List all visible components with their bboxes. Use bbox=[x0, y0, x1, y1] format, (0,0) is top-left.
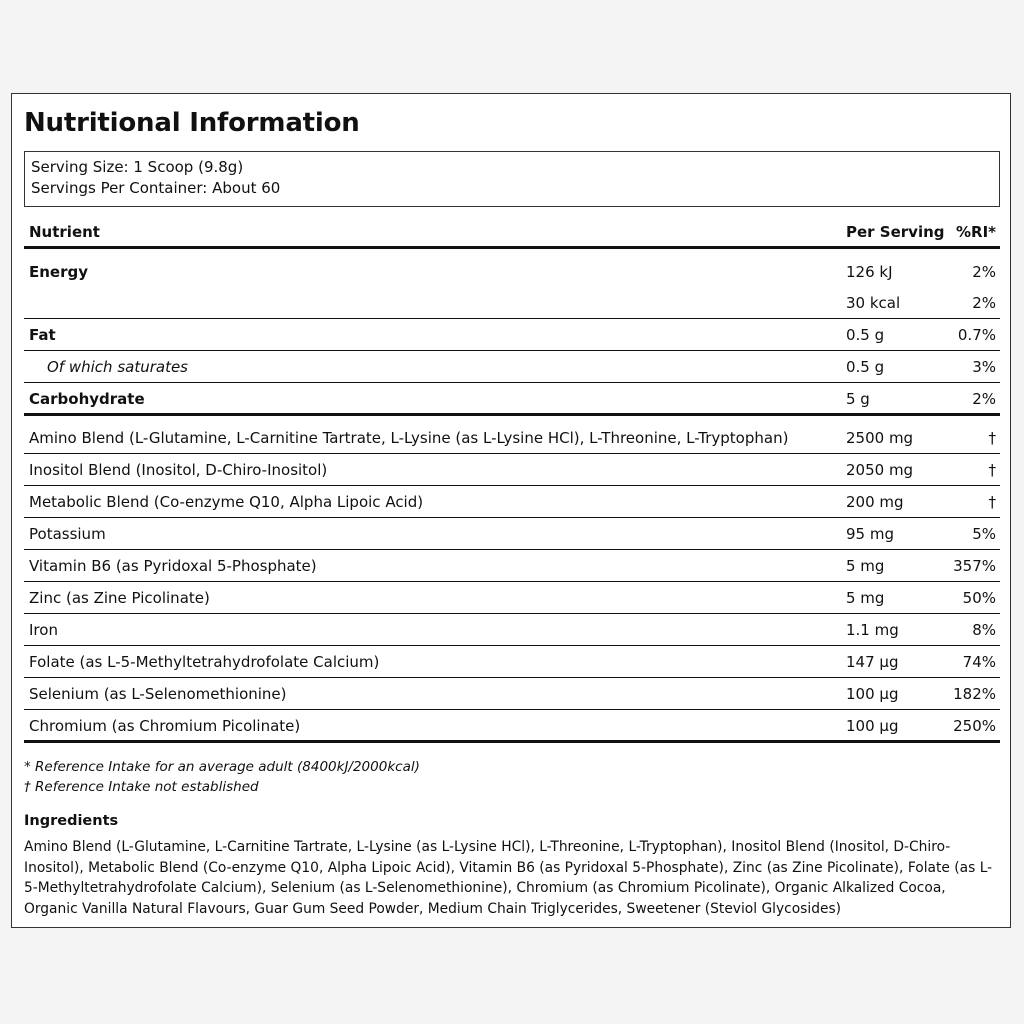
row-divider bbox=[24, 709, 1000, 710]
nutrient-ri: † bbox=[988, 429, 996, 447]
nutrient-amount: 200 mg bbox=[846, 493, 904, 511]
nutrient-name: Potassium bbox=[29, 525, 106, 543]
nutrient-name: Carbohydrate bbox=[29, 390, 145, 408]
nutrient-amount: 2500 mg bbox=[846, 429, 914, 447]
nutrient-name: Chromium (as Chromium Picolinate) bbox=[29, 717, 301, 735]
nutrient-name: Energy bbox=[29, 263, 89, 281]
header-per-serving: Per Serving bbox=[846, 223, 945, 241]
nutrient-amount: 126 kJ bbox=[846, 263, 893, 281]
nutrient-amount: 147 µg bbox=[846, 653, 899, 671]
footnotes bbox=[24, 757, 420, 797]
nutrition-panel bbox=[11, 93, 1011, 928]
nutrient-ri: 50% bbox=[962, 589, 996, 607]
nutrient-amount: 0.5 g bbox=[846, 358, 885, 376]
nutrient-amount: 5 mg bbox=[846, 557, 885, 575]
nutrient-name: Selenium (as L-Selenomethionine) bbox=[29, 685, 287, 703]
page-title: Nutritional Information bbox=[24, 108, 360, 138]
row-divider bbox=[24, 350, 1000, 351]
nutrient-name: Vitamin B6 (as Pyridoxal 5-Phosphate) bbox=[29, 557, 317, 575]
header-nutrient: Nutrient bbox=[29, 223, 100, 241]
servings-per-container: Servings Per Container: About 60 bbox=[31, 179, 281, 197]
nutrient-ri: 3% bbox=[972, 358, 996, 376]
table-bottom-rule bbox=[24, 740, 1000, 743]
nutrient-amount: 2050 mg bbox=[846, 461, 914, 479]
nutrient-amount: 100 µg bbox=[846, 685, 899, 703]
nutrient-ri: 0.7% bbox=[957, 326, 996, 344]
row-divider bbox=[24, 581, 1000, 582]
header-rule bbox=[24, 246, 1000, 249]
nutrient-amount: 95 mg bbox=[846, 525, 894, 543]
dagger-footnote: † Reference Intake not established bbox=[24, 779, 259, 795]
nutrient-ri: 5% bbox=[972, 525, 996, 543]
row-divider bbox=[24, 549, 1000, 550]
nutrient-name: Inositol Blend (Inositol, D-Chiro-Inositol) bbox=[29, 461, 328, 479]
nutrient-name: Of which saturates bbox=[47, 358, 188, 376]
row-divider bbox=[24, 613, 1000, 614]
ingredients-heading: Ingredients bbox=[24, 813, 119, 829]
nutrient-name: Iron bbox=[29, 621, 58, 639]
nutrient-amount: 100 µg bbox=[846, 717, 899, 735]
nutrient-name: Amino Blend (L-Glutamine, L-Carnitine Tartrate, L-Lysine (as L-Lysine HCl), L-Threonine, L-Tryptophan) bbox=[29, 429, 789, 447]
nutrient-name: Zinc (as Zine Picolinate) bbox=[29, 589, 210, 607]
nutrient-amount: 0.5 g bbox=[846, 326, 885, 344]
nutrient-ri: 2% bbox=[972, 390, 996, 408]
nutrient-name: Fat bbox=[29, 326, 56, 344]
row-divider bbox=[24, 677, 1000, 678]
row-divider bbox=[24, 645, 1000, 646]
section-rule bbox=[24, 413, 1000, 416]
nutrient-amount: 5 g bbox=[846, 390, 870, 408]
nutrient-ri: 2% bbox=[972, 263, 996, 281]
nutrient-ri: 8% bbox=[972, 621, 996, 639]
serving-info-box bbox=[24, 151, 1000, 207]
nutrient-name: Folate (as L-5-Methyltetrahydrofolate Calcium) bbox=[29, 653, 380, 671]
nutrient-ri: † bbox=[988, 493, 996, 511]
serving-size: Serving Size: 1 Scoop (9.8g) bbox=[31, 158, 244, 176]
nutrient-name: Metabolic Blend (Co-enzyme Q10, Alpha Lipoic Acid) bbox=[29, 493, 424, 511]
nutrient-amount: 5 mg bbox=[846, 589, 885, 607]
ingredients-text: Amino Blend (L-Glutamine, L-Carnitine Tartrate, L-Lysine (as L-Lysine HCl), L-Threonine, L-Tryptophan), Inositol Blend (Inositol, D-Chiro-Inositol), Metabolic Blend (Co-enzyme Q10, Alpha Lipoic Acid), Vitamin B6 (as Pyridoxal 5-Phosphate), Zinc (as Zine Picolinate), Folate (as L-5-Methyltetrahydrofolate Calcium), Selenium (as L-Selenomethionine), Chromium (as Chromium Picolinate), Organic Alkalized Cocoa, Organic Vanilla Natural Flavours, Guar Gum Seed Powder, Medium Chain Triglycerides, Sweetener (Steviol Glycosides) bbox=[24, 839, 993, 917]
row-divider bbox=[24, 382, 1000, 383]
nutrient-ri: 182% bbox=[953, 685, 996, 703]
row-divider bbox=[24, 453, 1000, 454]
nutrient-ri: 74% bbox=[962, 653, 996, 671]
ri-footnote: * Reference Intake for an average adult (8400kJ/2000kcal) bbox=[24, 759, 420, 775]
nutrient-ri: † bbox=[988, 461, 996, 479]
header-ri: %RI* bbox=[955, 223, 996, 241]
nutrient-amount: 1.1 mg bbox=[846, 621, 899, 639]
nutrient-amount: 30 kcal bbox=[846, 294, 901, 312]
nutrient-ri: 2% bbox=[972, 294, 996, 312]
row-divider bbox=[24, 517, 1000, 518]
row-divider bbox=[24, 485, 1000, 486]
row-divider bbox=[24, 318, 1000, 319]
nutrient-ri: 357% bbox=[953, 557, 996, 575]
nutrient-ri: 250% bbox=[953, 717, 996, 735]
